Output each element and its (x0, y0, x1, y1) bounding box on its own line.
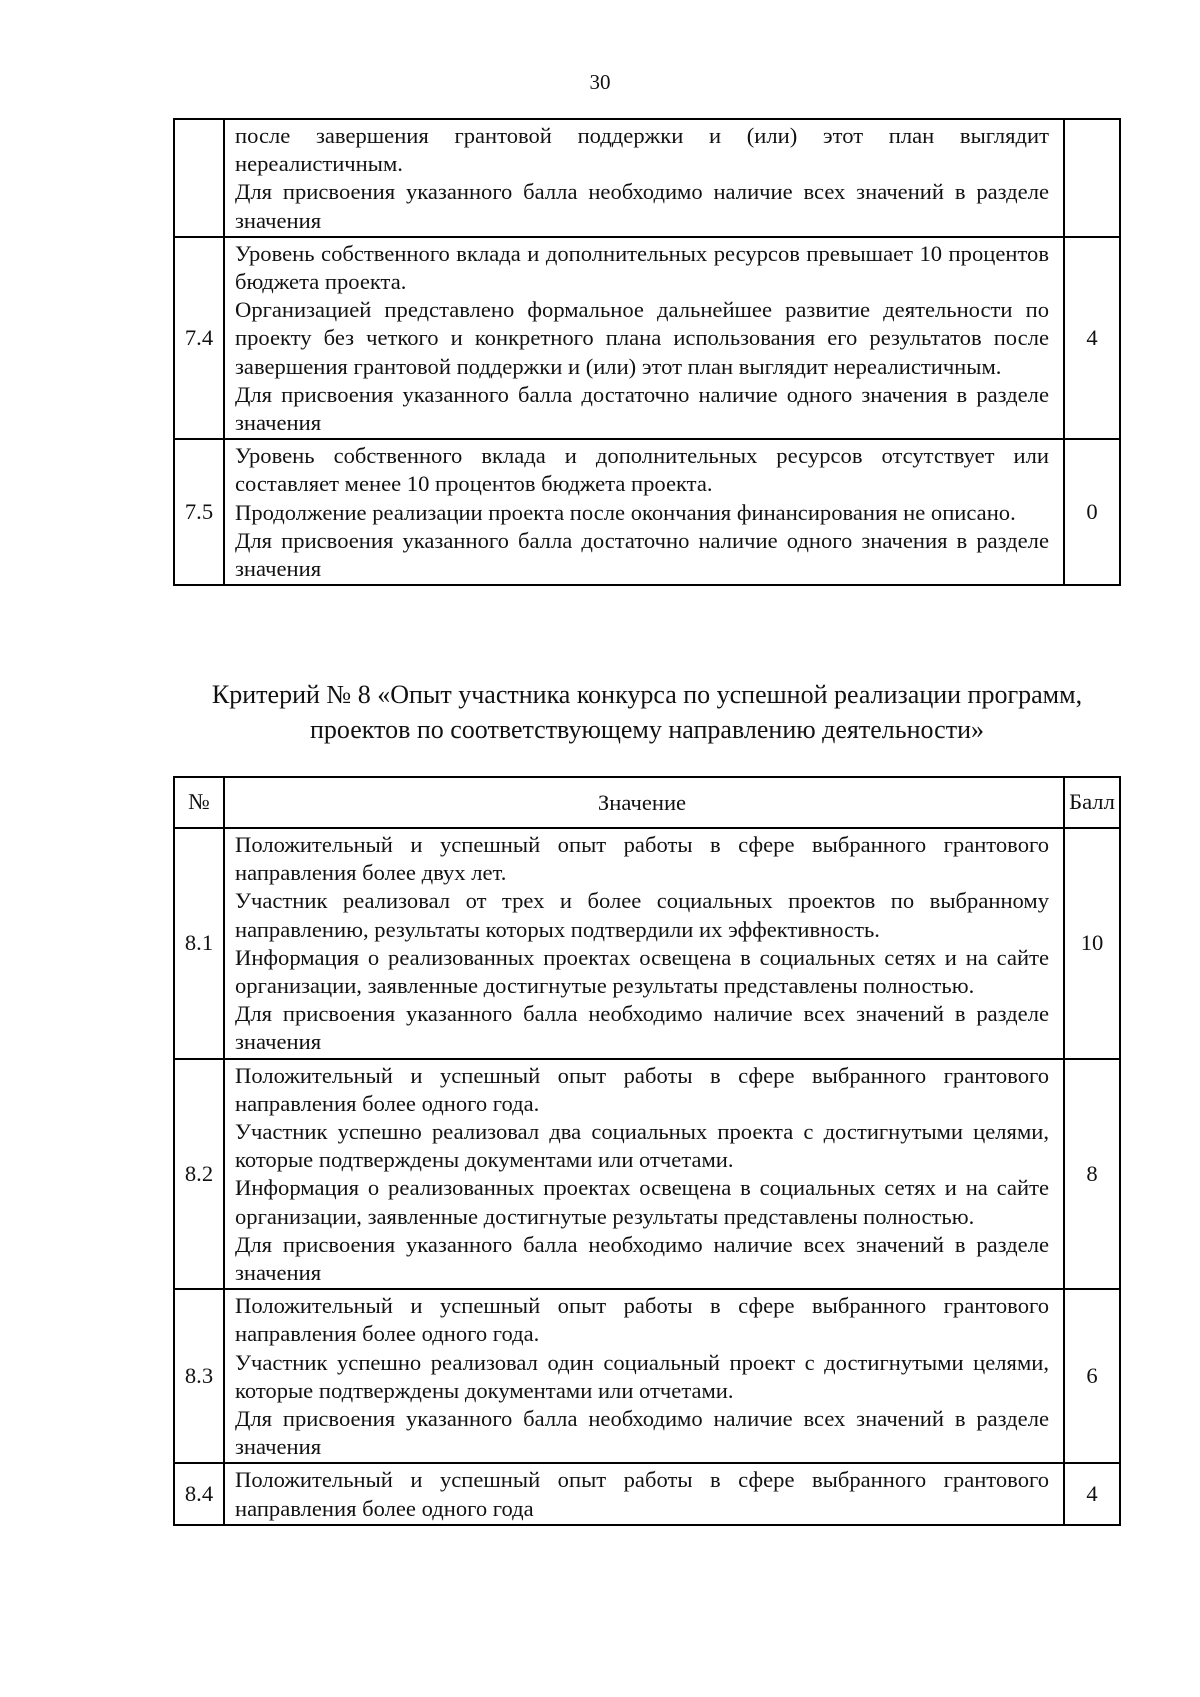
value-line: Для присвоения указанного балла необходимо наличие всех значений в разделе значения (235, 1001, 1049, 1055)
row-value (224, 1059, 1064, 1290)
row-score: 8 (1064, 1059, 1120, 1290)
page-number: 30 (589, 70, 611, 94)
value-line: Для присвоения указанного балла необходимо наличие всех значений в разделе значения (235, 1231, 1049, 1286)
header-value: Значение (224, 777, 1064, 828)
row-number: 8.4 (174, 1463, 224, 1524)
value-line: Участник успешно реализовал один социальный проект с достигнутыми целями, которые подтверждены документами или отчетами. (235, 1349, 1049, 1403)
table-row (174, 439, 1120, 585)
row-value (224, 119, 1064, 237)
row-number: 7.5 (174, 439, 224, 585)
value-line: Информация о реализованных проектах освещена в социальных сетях и на сайте организации, заявленные достигнутые результаты представлены полностью. (235, 944, 1049, 999)
value-line: Для присвоения указанного балла достаточно наличие одного значения в разделе значения (235, 527, 1049, 582)
table-row (174, 1059, 1120, 1290)
row-score: 10 (1064, 828, 1120, 1059)
row-number: 8.2 (174, 1059, 224, 1290)
value-line: Положительный и успешный опыт работы в сфере выбранного грантового направления более одного года. (235, 1062, 1049, 1116)
row-score (1064, 119, 1120, 237)
row-number (174, 119, 224, 237)
table7-body (174, 119, 1120, 585)
row-number: 8.3 (174, 1289, 224, 1463)
table8-body (174, 828, 1120, 1525)
table-row (174, 828, 1120, 1059)
row-value (224, 237, 1064, 439)
criterion-7-table-continued (173, 118, 1121, 586)
row-score: 4 (1064, 1463, 1120, 1524)
value-line: Для присвоения указанного балла необходимо наличие всех значений в разделе значения (235, 179, 1049, 233)
table-row (174, 1463, 1120, 1524)
table-row (174, 1289, 1120, 1463)
row-value (224, 828, 1064, 1059)
criterion-8-heading: Критерий № 8 «Опыт участника конкурса по успешной реализации программ, проектов по соответствующему направлению деятельности» (211, 680, 1083, 744)
value-line: Положительный и успешный опыт работы в сфере выбранного грантового направления более одного года. (235, 1293, 1049, 1347)
value-line: Уровень собственного вклада и дополнительных ресурсов превышает 10 процентов бюджета проекта. (235, 240, 1049, 295)
value-line: Участник успешно реализовал два социальных проекта с достигнутыми целями, которые подтверждены документами или отчетами. (235, 1119, 1049, 1173)
row-score: 6 (1064, 1289, 1120, 1463)
value-line: Для присвоения указанного балла необходимо наличие всех значений в разделе значения (235, 1406, 1049, 1460)
value-line: Положительный и успешный опыт работы в сфере выбранного грантового направления более двух лет. (235, 832, 1049, 886)
value-line: Продолжение реализации проекта после окончания финансирования не описано. (235, 499, 1016, 525)
value-line: Участник реализовал от трех и более социальных проектов по выбранному направлению, результаты которых подтвердили их эффективность. (235, 888, 1049, 942)
value-line: после завершения грантовой поддержки и (или) этот план выглядит нереалистичным. (235, 123, 1049, 177)
row-number: 7.4 (174, 237, 224, 439)
value-line: Для присвоения указанного балла достаточно наличие одного значения в разделе значения (235, 381, 1049, 436)
row-value (224, 1289, 1064, 1463)
value-line: Организацией представлено формальное дальнейшее развитие деятельности по проекту без четкого и конкретного плана использования его результатов после завершения грантовой поддержки и (или) этот план выглядит нереалистичным. (235, 297, 1049, 379)
row-value (224, 439, 1064, 585)
table8-header (174, 777, 1120, 828)
row-number: 8.1 (174, 828, 224, 1059)
value-line: Уровень собственного вклада и дополнительных ресурсов отсутствует или составляет менее 10 процентов бюджета проекта. (235, 443, 1049, 497)
value-line: Положительный и успешный опыт работы в сфере выбранного грантового направления более одного года (235, 1467, 1049, 1521)
criterion-8-table (173, 776, 1121, 1526)
header-row (174, 777, 1120, 828)
header-score: Балл (1064, 777, 1120, 828)
table-row (174, 119, 1120, 237)
value-line: Информация о реализованных проектах освещена в социальных сетях и на сайте организации, заявленные достигнутые результаты представлены полностью. (235, 1175, 1049, 1229)
table-row (174, 237, 1120, 439)
row-score: 0 (1064, 439, 1120, 585)
row-score: 4 (1064, 237, 1120, 439)
header-number: № (174, 777, 224, 828)
row-value (224, 1463, 1064, 1524)
